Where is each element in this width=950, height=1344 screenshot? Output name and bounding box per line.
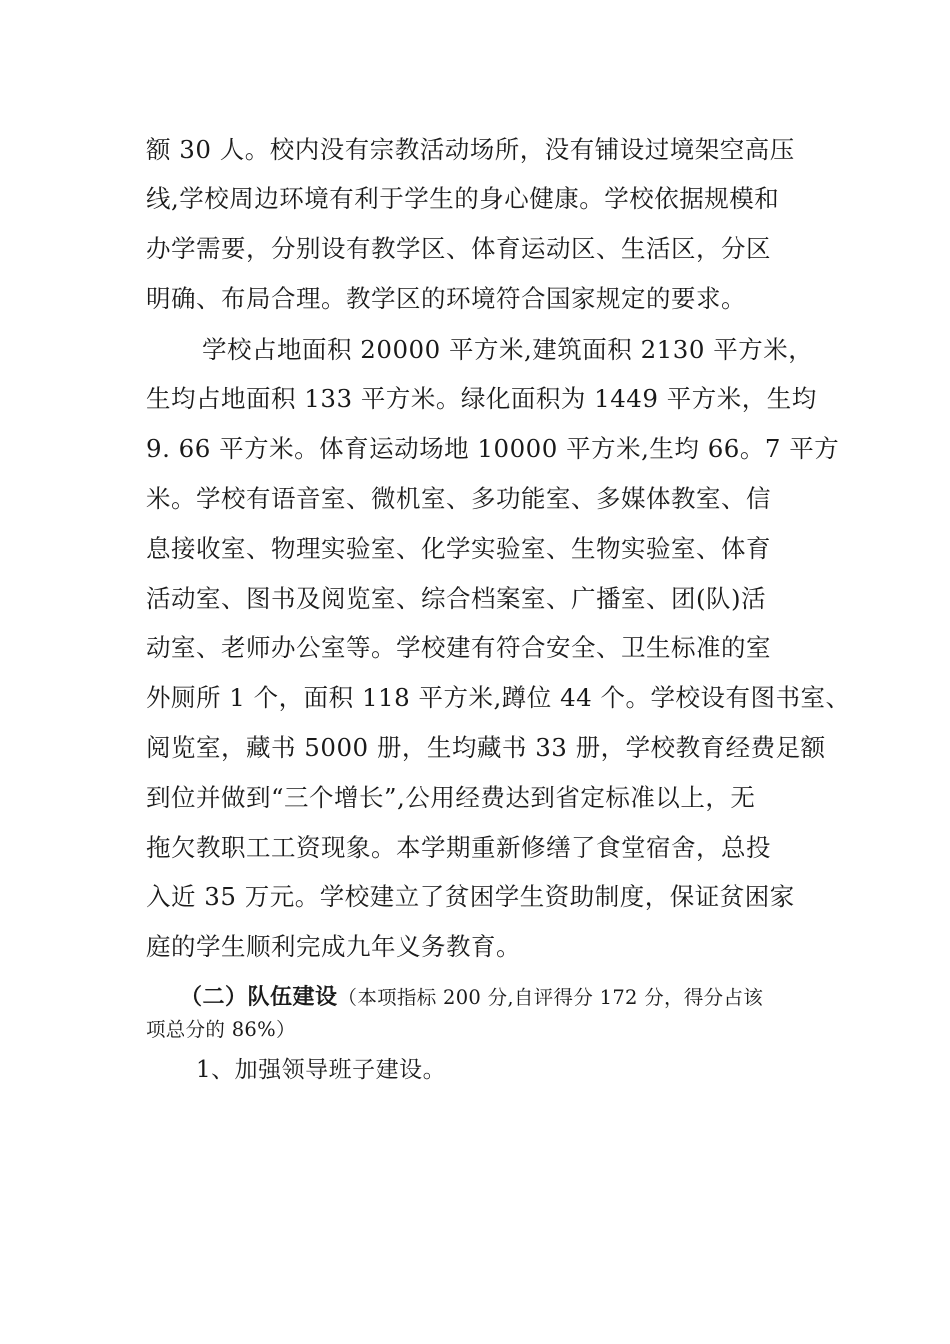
section-title: （二）队伍建设: [180, 985, 338, 1010]
paragraph-line: 线,学校周边环境有利于学生的身心健康。学校依据规模和: [146, 184, 780, 213]
paragraph-line: 入近 35 万元。学校建立了贫困学生资助制度，保证贫困家: [146, 882, 795, 911]
paragraph-line: 9. 66 平方米。体育运动场地 10000 平方米,生均 66。7 平方: [146, 434, 840, 463]
paragraph-line: 明确、布局合理。教学区的环境符合国家规定的要求。: [146, 284, 746, 313]
paragraph-line: 拖欠教职工工资现象。本学期重新修缮了食堂宿舍，总投: [146, 833, 771, 862]
paragraph-line: 米。学校有语音室、微机室、多功能室、多媒体教室、信: [146, 484, 771, 513]
list-item: 1、加强领导班子建设。: [196, 1057, 447, 1083]
paragraph-line: 动室、老师办公室等。学校建有符合安全、卫生标准的室: [146, 633, 771, 662]
paragraph-line: 阅览室，藏书 5000 册，生均藏书 33 册，学校教育经费足额: [146, 733, 826, 762]
paragraph-line: 额 30 人。校内没有宗教活动场所，没有铺设过境架空高压: [146, 135, 795, 164]
section-note: （本项指标 200 分,自评得分 172 分，得分占该: [337, 986, 764, 1009]
paragraph-line: 生均占地面积 133 平方米。绿化面积为 1449 平方米，生均: [146, 384, 817, 413]
paragraph-line: 学校占地面积 20000 平方米,建筑面积 2130 平方米，: [202, 335, 814, 364]
paragraph-line: 息接收室、物理实验室、化学实验室、生物实验室、体育: [146, 534, 771, 563]
section-note-continuation: 项总分的 86%）: [146, 1018, 296, 1041]
paragraph-line: 活动室、图书及阅览室、综合档案室、广播室、团(队)活: [146, 584, 767, 613]
section-heading: [180, 983, 763, 1014]
paragraph-line: 办学需要，分别设有教学区、体育运动区、生活区，分区: [146, 234, 771, 263]
paragraph-line: 外厕所 1 个，面积 118 平方米,蹲位 44 个。学校设有图书室、: [146, 683, 851, 712]
paragraph-line: 庭的学生顺利完成九年义务教育。: [146, 932, 521, 961]
paragraph-line: 到位并做到“三个增长”,公用经费达到省定标准以上，无: [146, 783, 756, 812]
